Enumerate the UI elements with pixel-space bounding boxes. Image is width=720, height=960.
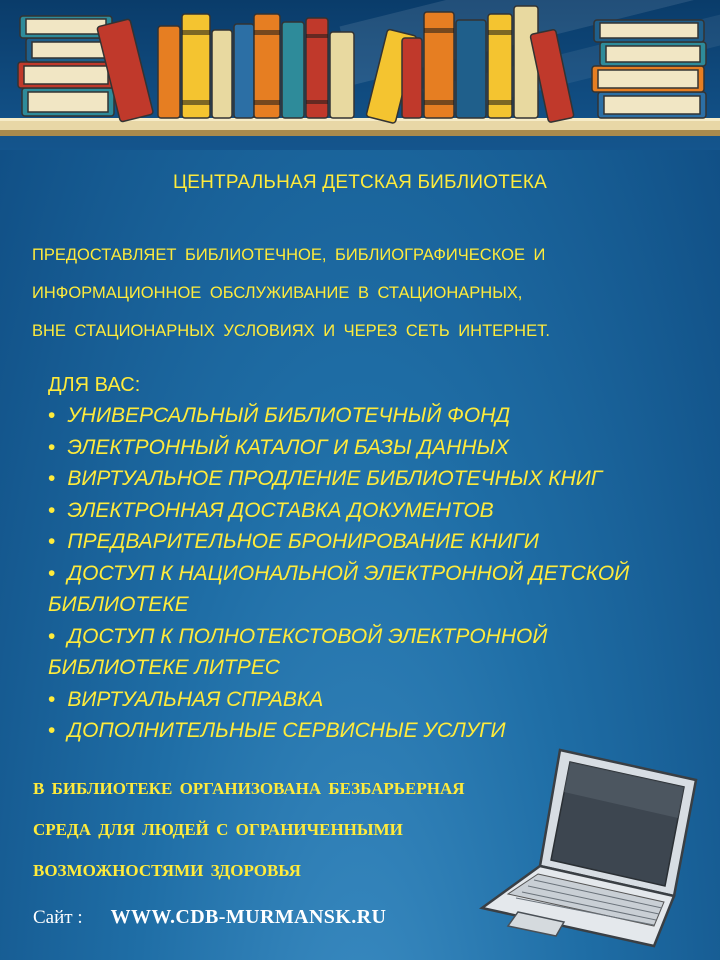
list-item — [48, 526, 698, 558]
accessibility-note — [33, 768, 465, 891]
site-label: Сайт : — [33, 907, 83, 928]
list-item-text: ДОСТУП К ПОЛНОТЕКСТОВОЙ ЭЛЕКТРОННОЙ — [67, 624, 548, 648]
intro-line: ВНЕ СТАЦИОНАРНЫХ УСЛОВИЯХ И ЧЕРЕЗ СЕТЬ ИНТЕРНЕТ. — [32, 322, 550, 340]
bullet-icon: • — [48, 719, 56, 742]
list-item — [48, 684, 698, 716]
accessibility-line: ВОЗМОЖНОСТЯМИ ЗДОРОВЬЯ — [33, 861, 301, 880]
list-item — [48, 621, 698, 653]
list-item-text: ВИРТУАЛЬНАЯ СПРАВКА — [67, 687, 324, 711]
intro-paragraph — [32, 236, 692, 350]
accessibility-line: СРЕДА ДЛЯ ЛЮДЕЙ С ОГРАНИЧЕННЫМИ — [33, 820, 403, 839]
list-item-text: ДОПОЛНИТЕЛЬНЫЕ СЕРВИСНЫЕ УСЛУГИ — [67, 719, 506, 742]
services-heading: ДЛЯ ВАС: — [48, 374, 141, 396]
list-item-text: УНИВЕРСАЛЬНЫЙ БИБЛИОТЕЧНЫЙ ФОНД — [67, 404, 511, 427]
list-item-text: ЭЛЕКТРОННЫЙ КАТАЛОГ И БАЗЫ ДАННЫХ — [67, 435, 510, 459]
list-item — [48, 495, 698, 527]
bookshelf-illustration — [0, 0, 720, 140]
list-item-text: ПРЕДВАРИТЕЛЬНОЕ БРОНИРОВАНИЕ КНИГИ — [67, 530, 539, 553]
list-item-text: ДОСТУП К НАЦИОНАЛЬНОЙ ЭЛЕКТРОННОЙ ДЕТСКОЙ — [67, 561, 630, 585]
bullet-icon: • — [48, 687, 56, 711]
list-item-text: ВИРТУАЛЬНОЕ ПРОДЛЕНИЕ БИБЛИОТЕЧНЫХ КНИГ — [67, 467, 603, 490]
list-item-text: ЭЛЕКТРОННАЯ ДОСТАВКА ДОКУМЕНТОВ — [67, 498, 494, 522]
bullet-icon: • — [48, 498, 56, 522]
intro-line: ПРЕДОСТАВЛЯЕТ БИБЛИОТЕЧНОЕ, БИБЛИОГРАФИЧЕСКОЕ И — [32, 246, 546, 264]
bullet-icon: • — [48, 404, 56, 427]
list-item — [48, 432, 698, 464]
bullet-icon: • — [48, 561, 56, 585]
intro-line: ИНФОРМАЦИОННОЕ ОБСЛУЖИВАНИЕ В СТАЦИОНАРНЫХ, — [32, 284, 523, 302]
laptop-icon — [478, 740, 708, 950]
site-url-link[interactable]: WWW.CDB-MURMANSK.RU — [110, 906, 387, 928]
site-info — [33, 906, 386, 929]
list-item — [48, 463, 698, 495]
bullet-icon: • — [48, 530, 56, 553]
bullet-icon: • — [48, 624, 56, 648]
bullet-icon: • — [48, 435, 56, 459]
accessibility-line: В БИБЛИОТЕКЕ ОРГАНИЗОВАНА БЕЗБАРЬЕРНАЯ — [33, 779, 465, 798]
library-title: ЦЕНТРАЛЬНАЯ ДЕТСКАЯ БИБЛИОТЕКА — [172, 172, 547, 193]
list-item — [48, 400, 698, 432]
list-item-continuation: БИБЛИОТЕКЕ — [48, 593, 189, 616]
services-list — [48, 370, 698, 747]
bullet-icon: • — [48, 467, 56, 490]
list-item — [48, 558, 698, 590]
list-item-continuation: БИБЛИОТЕКЕ ЛИТРЕС — [48, 656, 280, 679]
